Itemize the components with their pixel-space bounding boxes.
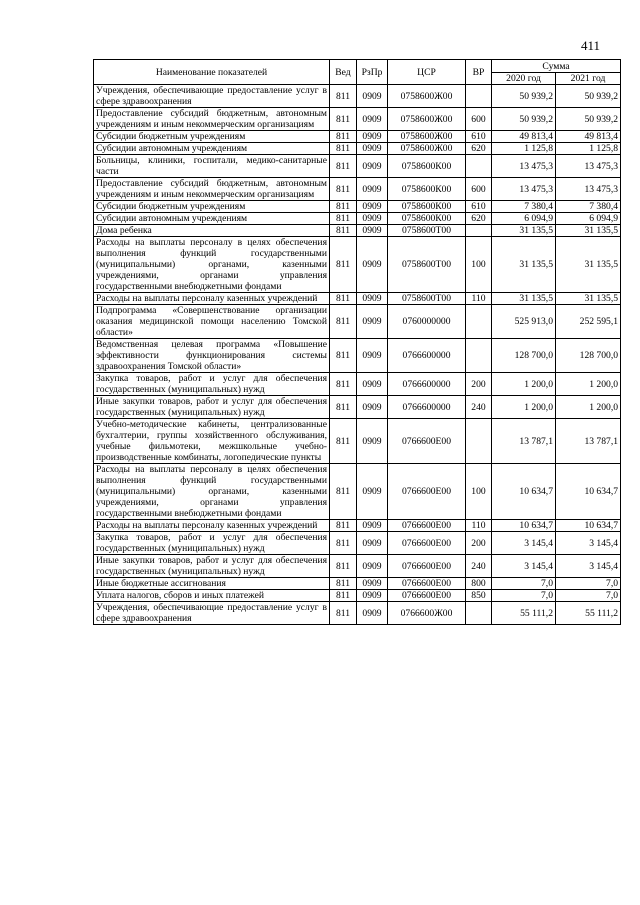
row-name: Иные бюджетные ассигнования [94, 578, 330, 590]
row-rzpr: 0909 [357, 293, 388, 305]
header-row [94, 60, 621, 73]
row-vr: 600 [466, 108, 492, 131]
row-name: Иные закупки товаров, работ и услуг для обеспечения государственных (муниципальных) нужд [94, 396, 330, 419]
row-rzpr: 0909 [357, 520, 388, 532]
row-csr: 0766600Е00 [388, 419, 466, 464]
row-sum-2021: 50 939,2 [556, 85, 621, 108]
row-vr: 100 [466, 464, 492, 520]
row-ved: 811 [330, 590, 357, 602]
row-csr: 0758600К00 [388, 155, 466, 178]
row-vr: 610 [466, 201, 492, 213]
row-vr: 110 [466, 293, 492, 305]
row-csr: 0758600К00 [388, 201, 466, 213]
row-ved: 811 [330, 85, 357, 108]
table-row [94, 373, 621, 396]
table-row [94, 419, 621, 464]
row-sum-2021: 252 595,1 [556, 305, 621, 339]
table-row [94, 213, 621, 225]
row-rzpr: 0909 [357, 201, 388, 213]
row-name: Закупка товаров, работ и услуг для обеспечения государственных (муниципальных) нужд [94, 532, 330, 555]
row-sum-2021: 55 111,2 [556, 602, 621, 625]
row-sum-2020: 49 813,4 [492, 131, 556, 143]
row-csr: 0758600Ж00 [388, 108, 466, 131]
row-sum-2020: 31 135,5 [492, 237, 556, 293]
row-name: Расходы на выплаты персоналу казенных учреждений [94, 293, 330, 305]
row-sum-2020: 3 145,4 [492, 532, 556, 555]
row-sum-2020: 6 094,9 [492, 213, 556, 225]
table-row [94, 464, 621, 520]
row-sum-2020: 50 939,2 [492, 108, 556, 131]
row-rzpr: 0909 [357, 464, 388, 520]
row-sum-2021: 10 634,7 [556, 520, 621, 532]
table-row [94, 108, 621, 131]
row-sum-2020: 1 200,0 [492, 396, 556, 419]
row-sum-2020: 31 135,5 [492, 293, 556, 305]
table-row [94, 532, 621, 555]
row-rzpr: 0909 [357, 532, 388, 555]
row-csr: 0758600Ж00 [388, 131, 466, 143]
row-name: Больницы, клиники, госпитали, медико-санитарные части [94, 155, 330, 178]
row-name: Расходы на выплаты персоналу казенных учреждений [94, 520, 330, 532]
row-sum-2020: 1 200,0 [492, 373, 556, 396]
row-name: Субсидии бюджетным учреждениям [94, 131, 330, 143]
row-csr: 0758600К00 [388, 178, 466, 201]
row-csr: 0758600Ж00 [388, 143, 466, 155]
row-vr [466, 419, 492, 464]
row-sum-2021: 50 939,2 [556, 108, 621, 131]
row-csr: 0766600Ж00 [388, 602, 466, 625]
row-csr: 0766600000 [388, 339, 466, 373]
row-csr: 0758600Ж00 [388, 85, 466, 108]
row-name: Предоставление субсидий бюджетным, автономным учреждениям и иным некоммерческим организациям [94, 108, 330, 131]
row-vr: 110 [466, 520, 492, 532]
row-name: Дома ребенка [94, 225, 330, 237]
row-vr: 600 [466, 178, 492, 201]
row-sum-2020: 10 634,7 [492, 520, 556, 532]
header-year-2020: 2020 год [492, 73, 556, 85]
row-name: Субсидии автономным учреждениям [94, 213, 330, 225]
table-row [94, 339, 621, 373]
row-vr: 850 [466, 590, 492, 602]
header-name: Наименование показателей [94, 60, 330, 85]
row-csr: 0760000000 [388, 305, 466, 339]
row-sum-2020: 7 380,4 [492, 201, 556, 213]
row-sum-2020: 31 135,5 [492, 225, 556, 237]
row-sum-2021: 31 135,5 [556, 293, 621, 305]
row-sum-2021: 10 634,7 [556, 464, 621, 520]
row-rzpr: 0909 [357, 578, 388, 590]
table-row [94, 590, 621, 602]
page-number: 411 [580, 38, 600, 53]
row-csr: 0766600Е00 [388, 555, 466, 578]
row-ved: 811 [330, 155, 357, 178]
row-rzpr: 0909 [357, 305, 388, 339]
row-name: Расходы на выплаты персоналу в целях обеспечения выполнения функций государственными (муниципальными) органами, казенными учреждениями, органами управления государственными внебюджетными фондами [94, 237, 330, 293]
row-ved: 811 [330, 237, 357, 293]
row-csr: 0766600000 [388, 373, 466, 396]
header-csr: ЦСР [388, 60, 466, 85]
row-name: Учебно-методические кабинеты, централизованные бухгалтерии, группы хозяйственного обслуживания, учебные фильмотеки, межшкольные учебно-производственные комбинаты, логопедические пункты [94, 419, 330, 464]
table-row [94, 578, 621, 590]
row-name: Субсидии бюджетным учреждениям [94, 201, 330, 213]
row-name: Подпрограмма «Совершенствование организации оказания медицинской помощи населению Томской области» [94, 305, 330, 339]
row-ved: 811 [330, 178, 357, 201]
row-sum-2021: 49 813,4 [556, 131, 621, 143]
row-sum-2021: 3 145,4 [556, 532, 621, 555]
row-ved: 811 [330, 464, 357, 520]
row-vr [466, 85, 492, 108]
row-name: Предоставление субсидий бюджетным, автономным учреждениям и иным некоммерческим организациям [94, 178, 330, 201]
row-ved: 811 [330, 339, 357, 373]
row-sum-2021: 3 145,4 [556, 555, 621, 578]
row-ved: 811 [330, 201, 357, 213]
row-csr: 0758600Т00 [388, 225, 466, 237]
row-name: Ведомственная целевая программа «Повышение эффективности функционирования системы здравоохранения Томской области» [94, 339, 330, 373]
row-rzpr: 0909 [357, 108, 388, 131]
table-row [94, 237, 621, 293]
row-sum-2020: 50 939,2 [492, 85, 556, 108]
row-name: Закупка товаров, работ и услуг для обеспечения государственных (муниципальных) нужд [94, 373, 330, 396]
row-rzpr: 0909 [357, 590, 388, 602]
row-sum-2021: 1 125,8 [556, 143, 621, 155]
row-ved: 811 [330, 131, 357, 143]
row-rzpr: 0909 [357, 339, 388, 373]
row-name: Уплата налогов, сборов и иных платежей [94, 590, 330, 602]
table-row [94, 396, 621, 419]
row-sum-2021: 13 475,3 [556, 178, 621, 201]
row-sum-2021: 1 200,0 [556, 396, 621, 419]
table-row [94, 155, 621, 178]
row-ved: 811 [330, 578, 357, 590]
row-ved: 811 [330, 373, 357, 396]
row-rzpr: 0909 [357, 237, 388, 293]
row-vr [466, 225, 492, 237]
row-sum-2021: 13 475,3 [556, 155, 621, 178]
table-row [94, 520, 621, 532]
budget-table [93, 59, 621, 625]
row-rzpr: 0909 [357, 131, 388, 143]
header-vr: ВР [466, 60, 492, 85]
table-row [94, 555, 621, 578]
table-row [94, 602, 621, 625]
row-ved: 811 [330, 213, 357, 225]
row-rzpr: 0909 [357, 373, 388, 396]
row-vr: 100 [466, 237, 492, 293]
row-ved: 811 [330, 555, 357, 578]
row-ved: 811 [330, 602, 357, 625]
header-sum: Сумма [492, 60, 621, 73]
row-name: Субсидии автономным учреждениям [94, 143, 330, 155]
row-sum-2020: 7,0 [492, 590, 556, 602]
row-sum-2020: 13 787,1 [492, 419, 556, 464]
row-rzpr: 0909 [357, 85, 388, 108]
header-year-2021: 2021 год [556, 73, 621, 85]
table-row [94, 143, 621, 155]
row-csr: 0766600Е00 [388, 532, 466, 555]
table-row [94, 201, 621, 213]
table-row [94, 305, 621, 339]
row-name: Учреждения, обеспечивающие предоставление услуг в сфере здравоохранения [94, 602, 330, 625]
row-vr: 800 [466, 578, 492, 590]
row-vr [466, 339, 492, 373]
row-ved: 811 [330, 108, 357, 131]
row-vr: 240 [466, 555, 492, 578]
table-row [94, 131, 621, 143]
row-ved: 811 [330, 143, 357, 155]
row-rzpr: 0909 [357, 143, 388, 155]
row-csr: 0766600Е00 [388, 590, 466, 602]
header-ved: Вед [330, 60, 357, 85]
row-vr: 200 [466, 373, 492, 396]
row-sum-2020: 13 475,3 [492, 178, 556, 201]
row-csr: 0766600000 [388, 396, 466, 419]
row-sum-2020: 525 913,0 [492, 305, 556, 339]
table-row [94, 178, 621, 201]
row-rzpr: 0909 [357, 178, 388, 201]
row-sum-2021: 7 380,4 [556, 201, 621, 213]
row-vr [466, 155, 492, 178]
row-ved: 811 [330, 520, 357, 532]
row-name: Расходы на выплаты персоналу в целях обеспечения выполнения функций государственными (муниципальными) органами, казенными учреждениями, органами управления государственными внебюджетными фондами [94, 464, 330, 520]
row-ved: 811 [330, 305, 357, 339]
row-ved: 811 [330, 419, 357, 464]
row-rzpr: 0909 [357, 396, 388, 419]
row-sum-2021: 7,0 [556, 578, 621, 590]
row-csr: 0758600К00 [388, 213, 466, 225]
row-csr: 0766600Е00 [388, 464, 466, 520]
row-rzpr: 0909 [357, 155, 388, 178]
row-csr: 0758600Т00 [388, 237, 466, 293]
row-sum-2021: 128 700,0 [556, 339, 621, 373]
row-sum-2020: 128 700,0 [492, 339, 556, 373]
row-rzpr: 0909 [357, 213, 388, 225]
row-vr [466, 602, 492, 625]
table-row [94, 225, 621, 237]
row-ved: 811 [330, 532, 357, 555]
row-sum-2020: 13 475,3 [492, 155, 556, 178]
row-sum-2021: 31 135,5 [556, 237, 621, 293]
row-vr: 620 [466, 143, 492, 155]
row-rzpr: 0909 [357, 419, 388, 464]
table-row [94, 293, 621, 305]
row-sum-2021: 6 094,9 [556, 213, 621, 225]
row-sum-2021: 7,0 [556, 590, 621, 602]
row-ved: 811 [330, 225, 357, 237]
row-rzpr: 0909 [357, 225, 388, 237]
row-csr: 0758600Т00 [388, 293, 466, 305]
row-vr: 610 [466, 131, 492, 143]
row-rzpr: 0909 [357, 555, 388, 578]
row-sum-2020: 1 125,8 [492, 143, 556, 155]
row-csr: 0766600Е00 [388, 578, 466, 590]
row-sum-2020: 7,0 [492, 578, 556, 590]
row-rzpr: 0909 [357, 602, 388, 625]
header-rzpr: РзПр [357, 60, 388, 85]
row-vr: 200 [466, 532, 492, 555]
row-ved: 811 [330, 396, 357, 419]
row-vr [466, 305, 492, 339]
row-sum-2020: 10 634,7 [492, 464, 556, 520]
row-sum-2021: 13 787,1 [556, 419, 621, 464]
table-row [94, 85, 621, 108]
row-name: Учреждения, обеспечивающие предоставление услуг в сфере здравоохранения [94, 85, 330, 108]
row-sum-2020: 55 111,2 [492, 602, 556, 625]
row-sum-2020: 3 145,4 [492, 555, 556, 578]
row-sum-2021: 31 135,5 [556, 225, 621, 237]
row-ved: 811 [330, 293, 357, 305]
row-csr: 0766600Е00 [388, 520, 466, 532]
row-vr: 620 [466, 213, 492, 225]
row-name: Иные закупки товаров, работ и услуг для обеспечения государственных (муниципальных) нужд [94, 555, 330, 578]
row-vr: 240 [466, 396, 492, 419]
row-sum-2021: 1 200,0 [556, 373, 621, 396]
